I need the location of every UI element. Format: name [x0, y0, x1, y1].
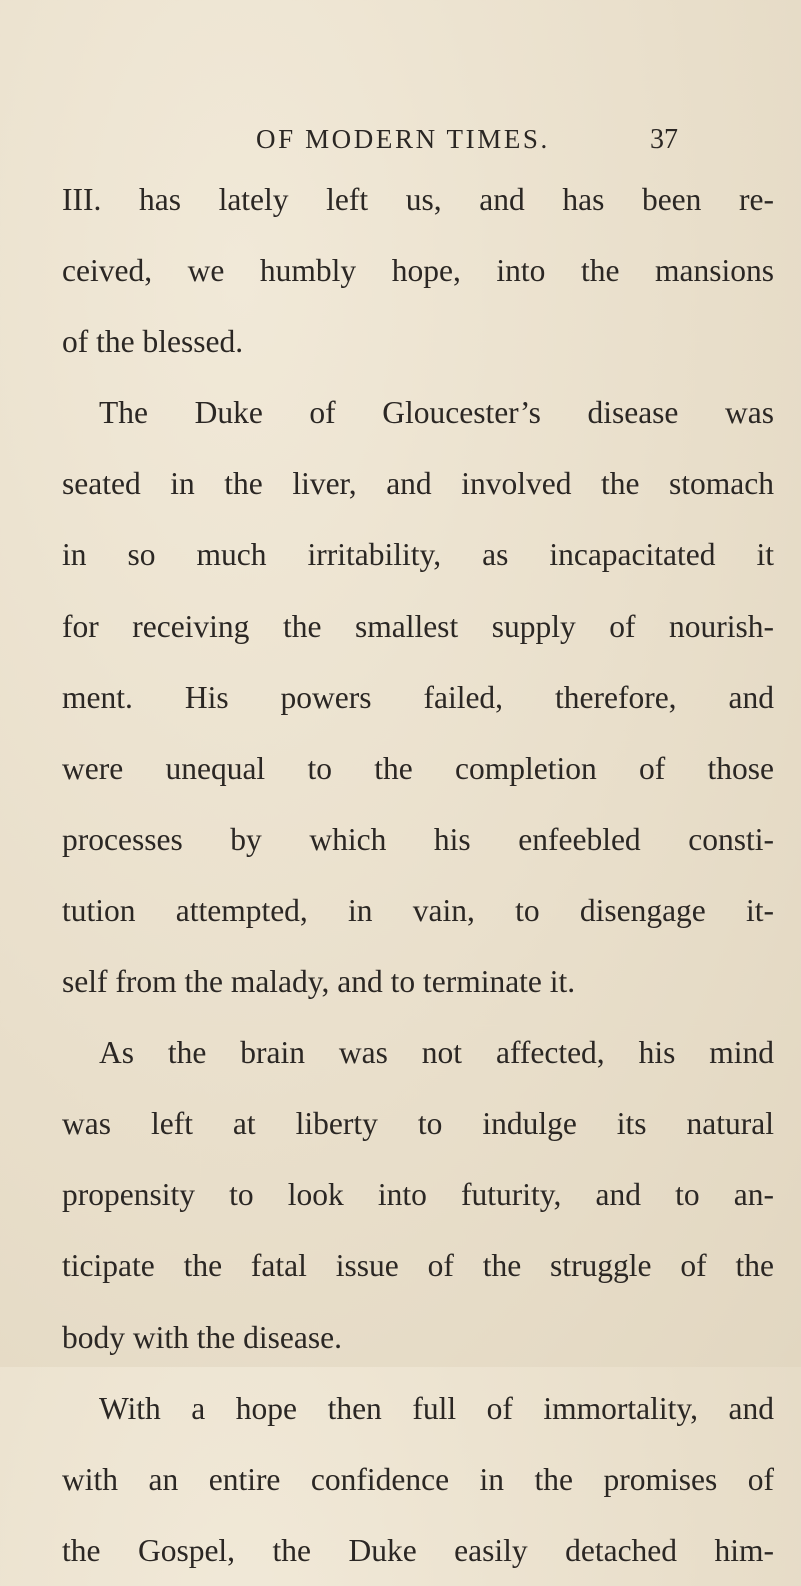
text-line: the Gospel, the Duke easily detached him- — [62, 1532, 774, 1568]
text-line: was left at liberty to indulge its natural — [62, 1106, 774, 1142]
running-title: OF MODERN TIMES. — [256, 124, 550, 154]
text-line: seated in the liver, and involved the stomach — [62, 466, 774, 502]
text-line: processes by which his enfeebled consti- — [62, 821, 774, 857]
text-line: with an entire confidence in the promises of — [62, 1461, 774, 1497]
paragraph-start-line: The Duke of Gloucester’s disease was — [99, 395, 774, 431]
running-head — [0, 124, 801, 164]
paragraph-start-line: As the brain was not affected, his mind — [99, 1035, 774, 1071]
text-line: body with the disease. — [62, 1319, 342, 1355]
text-line: III. has lately left us, and has been re- — [62, 182, 774, 217]
text-line: ment. His powers failed, therefore, and — [62, 679, 774, 715]
text-line: ticipate the fatal issue of the struggle of the — [62, 1248, 774, 1284]
text-line: of the blessed. — [62, 324, 244, 360]
text-line: ceived, we humbly hope, into the mansions — [62, 253, 774, 289]
text-line: for receiving the smallest supply of nourish- — [62, 608, 774, 644]
page-number: 37 — [650, 124, 678, 155]
text-line: in so much irritability, as incapacitated it — [62, 537, 774, 573]
text-line: propensity to look into futurity, and to an- — [62, 1177, 774, 1213]
text-line: were unequal to the completion of those — [62, 750, 774, 786]
paragraph-start-line: With a hope then full of immortality, and — [99, 1390, 774, 1426]
text-line: self from the malady, and to terminate it. — [62, 964, 576, 1000]
text-line: tution attempted, in vain, to disengage it- — [62, 892, 774, 928]
body-text — [62, 164, 774, 1586]
